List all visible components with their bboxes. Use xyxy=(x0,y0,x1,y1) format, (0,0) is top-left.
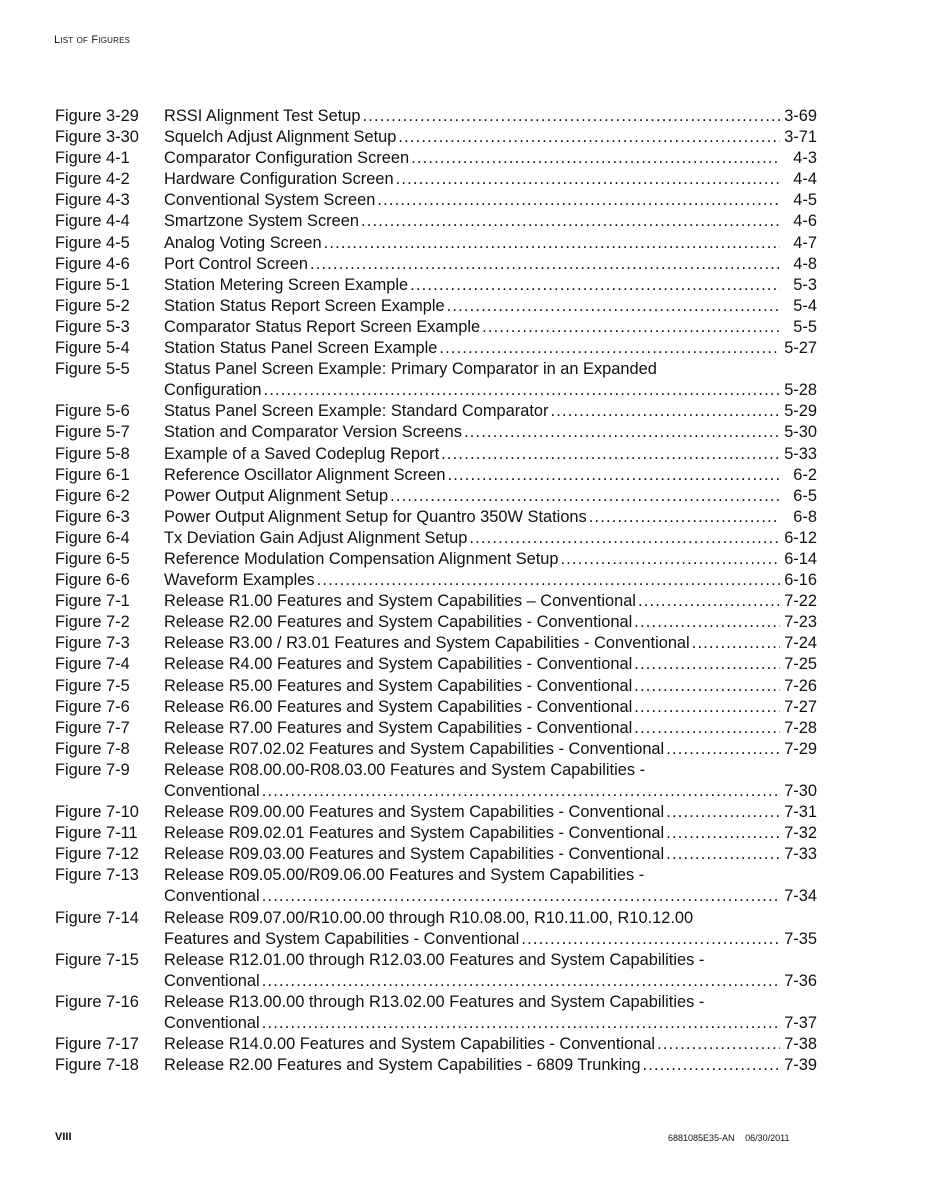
dot-leader xyxy=(692,633,780,654)
dot-leader xyxy=(264,380,781,401)
figure-entry[interactable] xyxy=(55,718,817,739)
figure-page-link[interactable]: 4-3 xyxy=(793,149,817,168)
figure-title: Features and System Capabilities - Conventional xyxy=(164,929,520,948)
dot-leader xyxy=(469,528,780,549)
figure-page-link[interactable]: 7-33 xyxy=(784,845,817,864)
figure-page-link[interactable]: 5-4 xyxy=(793,296,817,315)
dot-leader xyxy=(666,844,780,865)
dot-leader xyxy=(634,612,780,633)
figure-title-line xyxy=(164,127,817,148)
figure-entry[interactable] xyxy=(55,760,817,802)
dot-leader xyxy=(411,148,780,169)
figure-title-line xyxy=(164,718,817,739)
figure-title: Release R07.02.02 Features and System Capabilities - Conventional xyxy=(164,739,665,758)
figure-title-block xyxy=(164,697,817,718)
figure-entry[interactable] xyxy=(55,148,817,169)
figure-title-line xyxy=(164,422,817,443)
dot-leader xyxy=(410,275,780,296)
figure-page-link[interactable]: 4-6 xyxy=(793,212,817,231)
figure-label: Figure 5-2 xyxy=(55,296,130,315)
figure-title-line xyxy=(164,760,817,781)
figure-title: Squelch Adjust Alignment Setup xyxy=(164,128,397,147)
figure-entry[interactable] xyxy=(55,992,817,1034)
figure-title-block xyxy=(164,465,817,486)
dot-leader xyxy=(666,739,780,760)
figure-label: Figure 4-1 xyxy=(55,149,130,168)
figure-title: Conventional xyxy=(164,971,260,990)
figure-title-line xyxy=(164,654,817,675)
figure-title: RSSI Alignment Test Setup xyxy=(164,107,361,125)
figure-entry[interactable] xyxy=(55,106,817,127)
figure-entry[interactable] xyxy=(55,317,817,338)
dot-leader xyxy=(448,465,780,486)
document-id: 6881085E35-AN xyxy=(668,1133,735,1143)
figure-title: Release R09.03.00 Features and System Capabilities - Conventional xyxy=(164,845,665,864)
figure-entry[interactable] xyxy=(55,254,817,275)
figure-title-block xyxy=(164,486,817,507)
figure-label: Figure 7-18 xyxy=(55,1056,139,1075)
figure-page-link[interactable]: 4-5 xyxy=(793,191,817,210)
dot-leader xyxy=(464,422,780,443)
dot-leader xyxy=(638,591,780,612)
figure-page-link[interactable]: 7-24 xyxy=(784,634,817,653)
figure-title: Station Status Report Screen Example xyxy=(164,296,445,315)
figure-entry[interactable] xyxy=(55,401,817,422)
figure-entry[interactable] xyxy=(55,633,817,654)
figure-title-line xyxy=(164,444,817,465)
figure-title-block xyxy=(164,676,817,697)
figure-entry[interactable] xyxy=(55,570,817,591)
figure-title-block xyxy=(164,908,817,950)
figure-title-line xyxy=(164,971,817,992)
figure-title: Comparator Configuration Screen xyxy=(164,149,410,168)
figure-page-link[interactable]: 3-71 xyxy=(784,128,817,147)
figure-title-line xyxy=(164,844,817,865)
figure-label: Figure 6-5 xyxy=(55,549,130,568)
figure-page-link[interactable]: 7-28 xyxy=(784,718,817,737)
figure-entry[interactable] xyxy=(55,169,817,190)
figure-title-line xyxy=(164,317,817,338)
figure-label: Figure 6-6 xyxy=(55,571,130,590)
dot-leader xyxy=(634,676,780,697)
figure-title-block xyxy=(164,612,817,633)
figure-title-line xyxy=(164,697,817,718)
figure-title-block xyxy=(164,127,817,148)
figure-title: Conventional xyxy=(164,887,260,906)
figure-entry[interactable] xyxy=(55,359,817,401)
figure-title: Release R7.00 Features and System Capabilities - Conventional xyxy=(164,718,633,737)
figure-title: Power Output Alignment Setup xyxy=(164,486,389,505)
figure-title-line xyxy=(164,190,817,211)
figure-title-block xyxy=(164,823,817,844)
figure-title: Station and Comparator Version Screens xyxy=(164,423,462,442)
figure-title-line xyxy=(164,1013,817,1034)
dot-leader xyxy=(377,190,780,211)
figure-title-line xyxy=(164,950,817,971)
figure-entry[interactable] xyxy=(55,739,817,760)
figure-label: Figure 7-16 xyxy=(55,992,139,1011)
figure-title: Port Control Screen xyxy=(164,254,308,273)
figure-title-block xyxy=(164,422,817,443)
figure-entry[interactable] xyxy=(55,844,817,865)
figure-title-line xyxy=(164,1055,817,1076)
figure-title-line xyxy=(164,211,817,232)
figure-label: Figure 5-5 xyxy=(55,360,130,379)
figure-title: Example of a Saved Codeplug Report xyxy=(164,444,440,463)
figure-entry[interactable] xyxy=(55,549,817,570)
figure-label: Figure 7-4 xyxy=(55,655,130,674)
figure-entry[interactable] xyxy=(55,908,817,950)
figure-title-line xyxy=(164,1034,817,1055)
figure-title: Conventional xyxy=(164,782,260,800)
dot-leader xyxy=(262,971,780,992)
dot-leader xyxy=(666,823,780,844)
figure-title-line xyxy=(164,781,817,802)
figure-title-block xyxy=(164,507,817,528)
figure-page-link[interactable]: 7-31 xyxy=(784,803,817,822)
figure-title: Station Metering Screen Example xyxy=(164,275,409,294)
figure-title-line xyxy=(164,633,817,654)
figure-label: Figure 7-6 xyxy=(55,697,130,716)
figure-title: Smartzone System Screen xyxy=(164,212,359,231)
figure-page-link[interactable]: 6-12 xyxy=(784,528,817,547)
figure-entry[interactable] xyxy=(55,612,817,633)
footer-doc-info xyxy=(668,1133,789,1143)
figure-label: Figure 7-1 xyxy=(55,592,130,611)
figure-title: Release R5.00 Features and System Capabilities - Conventional xyxy=(164,676,633,695)
figure-title: Release R09.00.00 Features and System Capabilities - Conventional xyxy=(164,803,665,822)
figure-title-line xyxy=(164,486,817,507)
dot-leader xyxy=(396,169,780,190)
figure-title: Comparator Status Report Screen Example xyxy=(164,317,481,336)
figure-title-block xyxy=(164,296,817,317)
figure-title: Tx Deviation Gain Adjust Alignment Setup xyxy=(164,528,468,547)
figure-label: Figure 7-10 xyxy=(55,803,139,822)
figure-title: Reference Modulation Compensation Alignment Setup xyxy=(164,549,559,568)
figure-label: Figure 5-8 xyxy=(55,444,130,463)
figure-title-block xyxy=(164,106,817,127)
figure-title-line xyxy=(164,254,817,275)
figure-title: Release R14.0.00 Features and System Capabilities - Conventional xyxy=(164,1035,656,1054)
figure-entry[interactable] xyxy=(55,676,817,697)
figure-entry[interactable] xyxy=(55,654,817,675)
figure-page-link[interactable]: 7-39 xyxy=(784,1056,817,1075)
figure-title-line xyxy=(164,106,817,127)
figure-title: Reference Oscillator Alignment Screen xyxy=(164,465,446,484)
figure-title-line xyxy=(164,338,817,359)
figure-title-line xyxy=(164,148,817,169)
dot-leader xyxy=(521,929,780,950)
figure-page-link[interactable]: 7-34 xyxy=(784,887,817,906)
page-number xyxy=(55,1131,72,1143)
figure-page-link[interactable]: 3-69 xyxy=(784,107,817,125)
figure-label: Figure 3-29 xyxy=(55,107,139,125)
figure-entry[interactable] xyxy=(55,486,817,507)
figure-title: Release R13.00.00 through R13.02.00 Features and System Capabilities - xyxy=(164,992,705,1011)
figure-page-link[interactable]: 7-38 xyxy=(784,1035,817,1054)
figure-title-block xyxy=(164,760,817,802)
figure-label: Figure 4-6 xyxy=(55,254,130,273)
figure-page-link[interactable]: 4-7 xyxy=(793,233,817,252)
figure-entry[interactable] xyxy=(55,507,817,528)
figure-entry[interactable] xyxy=(55,190,817,211)
figure-entry[interactable] xyxy=(55,275,817,296)
figure-entry[interactable] xyxy=(55,465,817,486)
figure-page-link[interactable]: 7-36 xyxy=(784,971,817,990)
figure-label: Figure 6-4 xyxy=(55,528,130,547)
document-date: 06/30/2011 xyxy=(745,1133,790,1143)
figure-page-link[interactable]: 7-29 xyxy=(784,739,817,758)
figure-label: Figure 5-4 xyxy=(55,339,130,358)
list-of-figures xyxy=(55,106,817,1076)
page-number-text: VIII xyxy=(55,1131,72,1143)
figure-title-block xyxy=(164,338,817,359)
figure-title-block xyxy=(164,190,817,211)
figure-title-block xyxy=(164,570,817,591)
dot-leader xyxy=(439,338,780,359)
figure-title-block xyxy=(164,528,817,549)
figure-title-block xyxy=(164,844,817,865)
figure-title-block xyxy=(164,169,817,190)
figure-title: Conventional xyxy=(164,1014,260,1033)
figure-label: Figure 7-9 xyxy=(55,760,130,779)
figure-label: Figure 6-2 xyxy=(55,486,130,505)
figure-page-link[interactable]: 5-33 xyxy=(784,444,817,463)
figure-page-link[interactable]: 7-25 xyxy=(784,655,817,674)
dot-leader xyxy=(441,444,780,465)
figure-title-block xyxy=(164,1034,817,1055)
figure-label: Figure 6-1 xyxy=(55,465,130,484)
figure-title: Release R08.00.00-R08.03.00 Features and System Capabilities - xyxy=(164,760,646,779)
figure-page-link[interactable]: 7-22 xyxy=(784,592,817,611)
figure-title-line xyxy=(164,359,817,380)
figure-label: Figure 7-12 xyxy=(55,845,139,864)
figure-entry[interactable] xyxy=(55,127,817,148)
figure-title-line xyxy=(164,528,817,549)
figure-title-block xyxy=(164,739,817,760)
figure-title: Status Panel Screen Example: Standard Comparator xyxy=(164,402,549,421)
figure-label: Figure 7-13 xyxy=(55,866,139,885)
figure-label: Figure 4-2 xyxy=(55,170,130,189)
dot-leader xyxy=(634,718,780,739)
figure-title: Analog Voting Screen xyxy=(164,233,322,252)
figure-title-block xyxy=(164,148,817,169)
dot-leader xyxy=(634,697,780,718)
figure-entry[interactable] xyxy=(55,591,817,612)
figure-title: Release R09.02.01 Features and System Capabilities - Conventional xyxy=(164,824,665,843)
figure-title-line xyxy=(164,929,817,950)
figure-page-link[interactable]: 6-14 xyxy=(784,549,817,568)
figure-entry[interactable] xyxy=(55,1055,817,1076)
figure-entry[interactable] xyxy=(55,528,817,549)
figure-entry[interactable] xyxy=(55,422,817,443)
figure-title-line xyxy=(164,886,817,907)
dot-leader xyxy=(310,254,780,275)
figure-page-link[interactable]: 7-27 xyxy=(784,697,817,716)
figure-title: Release R1.00 Features and System Capabilities – Conventional xyxy=(164,592,636,611)
figure-title: Power Output Alignment Setup for Quantro 350W Stations xyxy=(164,507,587,526)
figure-label: Figure 7-8 xyxy=(55,739,130,758)
figure-label: Figure 7-17 xyxy=(55,1035,139,1054)
figure-label: Figure 7-5 xyxy=(55,676,130,695)
figure-label: Figure 5-1 xyxy=(55,275,130,294)
figure-entry[interactable] xyxy=(55,1034,817,1055)
figure-page-link[interactable]: 4-8 xyxy=(793,254,817,273)
figure-entry[interactable] xyxy=(55,296,817,317)
figure-page-link[interactable]: 7-35 xyxy=(784,929,817,948)
figure-title-line xyxy=(164,380,817,401)
figure-page-link[interactable]: 7-37 xyxy=(784,1014,817,1033)
figure-title-block xyxy=(164,1055,817,1076)
figure-title: Release R12.01.00 through R12.03.00 Features and System Capabilities - xyxy=(164,950,705,969)
figure-title-block xyxy=(164,633,817,654)
dot-leader xyxy=(262,781,780,802)
figure-title-line xyxy=(164,908,817,929)
figure-entry[interactable] xyxy=(55,338,817,359)
figure-page-link[interactable]: 7-32 xyxy=(784,824,817,843)
figure-page-link[interactable]: 7-26 xyxy=(784,676,817,695)
figure-title: Release R3.00 / R3.01 Features and System Capabilities - Conventional xyxy=(164,634,690,653)
figure-title: Release R2.00 Features and System Capabilities - Conventional xyxy=(164,613,633,632)
figure-label: Figure 7-3 xyxy=(55,634,130,653)
dot-leader xyxy=(361,211,780,232)
figure-entry[interactable] xyxy=(55,950,817,992)
figure-label: Figure 7-11 xyxy=(55,824,138,843)
figure-title-block xyxy=(164,591,817,612)
figure-title-block xyxy=(164,211,817,232)
figure-page-link[interactable]: 6-5 xyxy=(793,486,817,505)
figure-label: Figure 6-3 xyxy=(55,507,130,526)
figure-title-line xyxy=(164,802,817,823)
dot-leader xyxy=(262,886,780,907)
figure-label: Figure 7-15 xyxy=(55,950,139,969)
figure-title: Release R09.07.00/R10.00.00 through R10.08.00, R10.11.00, R10.12.00 xyxy=(164,908,694,927)
figure-entry[interactable] xyxy=(55,802,817,823)
figure-title-block xyxy=(164,992,817,1034)
figure-title-line xyxy=(164,676,817,697)
figure-title-block xyxy=(164,233,817,254)
figure-title: Status Panel Screen Example: Primary Comparator in an Expanded xyxy=(164,360,657,379)
dot-leader xyxy=(666,802,780,823)
dot-leader xyxy=(262,1013,780,1034)
figure-title-line xyxy=(164,549,817,570)
figure-page-link[interactable]: 7-30 xyxy=(784,782,817,800)
figure-label: Figure 5-7 xyxy=(55,423,130,442)
figure-title-line xyxy=(164,865,817,886)
figure-title: Release R4.00 Features and System Capabilities - Conventional xyxy=(164,655,633,674)
figure-title: Station Status Panel Screen Example xyxy=(164,339,438,358)
figure-title-block xyxy=(164,950,817,992)
figure-label: Figure 3-30 xyxy=(55,128,139,147)
dot-leader xyxy=(398,127,780,148)
figure-label: Figure 7-2 xyxy=(55,613,130,632)
dot-leader xyxy=(363,106,781,127)
figure-title-line xyxy=(164,507,817,528)
figure-title: Release R6.00 Features and System Capabilities - Conventional xyxy=(164,697,633,716)
figure-title: Conventional System Screen xyxy=(164,191,376,210)
figure-entry[interactable] xyxy=(55,865,817,907)
figure-title-line xyxy=(164,591,817,612)
figure-title-block xyxy=(164,654,817,675)
running-header-title: List of Figures xyxy=(54,34,131,46)
figure-page-link[interactable]: 6-16 xyxy=(784,571,817,590)
dot-leader xyxy=(589,507,780,528)
figure-label: Figure 7-7 xyxy=(55,718,130,737)
figure-title-block xyxy=(164,865,817,907)
figure-title: Release R09.05.00/R09.06.00 Features and System Capabilities - xyxy=(164,866,645,885)
figure-label: Figure 7-14 xyxy=(55,908,139,927)
figure-entry[interactable] xyxy=(55,823,817,844)
dot-leader xyxy=(634,654,780,675)
figure-page-link[interactable]: 5-28 xyxy=(784,381,817,400)
figure-entry[interactable] xyxy=(55,211,817,232)
figure-entry[interactable] xyxy=(55,444,817,465)
figure-title-block xyxy=(164,718,817,739)
figure-page-link[interactable]: 4-4 xyxy=(793,170,817,189)
figure-title-block xyxy=(164,359,817,401)
dot-leader xyxy=(657,1034,780,1055)
figure-title-block xyxy=(164,317,817,338)
dot-leader xyxy=(447,296,780,317)
figure-title-line xyxy=(164,612,817,633)
figure-title-line xyxy=(164,992,817,1013)
figure-page-link[interactable]: 5-27 xyxy=(784,339,817,358)
figure-page-link[interactable]: 5-3 xyxy=(793,275,817,294)
figure-page-link[interactable]: 6-2 xyxy=(793,465,817,484)
figure-title-line xyxy=(164,465,817,486)
figure-title-block xyxy=(164,254,817,275)
figure-title: Waveform Examples xyxy=(164,571,315,590)
figure-title-line xyxy=(164,169,817,190)
figure-page-link[interactable]: 5-29 xyxy=(784,402,817,421)
figure-title-block xyxy=(164,401,817,422)
figure-title-block xyxy=(164,275,817,296)
figure-label: Figure 4-4 xyxy=(55,212,130,231)
figure-title-block xyxy=(164,444,817,465)
figure-entry[interactable] xyxy=(55,697,817,718)
dot-leader xyxy=(482,317,780,338)
figure-title: Hardware Configuration Screen xyxy=(164,170,394,189)
figure-title-line xyxy=(164,739,817,760)
figure-title: Release R2.00 Features and System Capabilities - 6809 Trunking xyxy=(164,1056,641,1075)
figure-entry[interactable] xyxy=(55,233,817,254)
figure-title-block xyxy=(164,802,817,823)
figure-title-line xyxy=(164,275,817,296)
dot-leader xyxy=(550,401,780,422)
figure-title-line xyxy=(164,296,817,317)
dot-leader xyxy=(324,233,780,254)
figure-page-link[interactable]: 5-5 xyxy=(793,317,817,336)
dot-leader xyxy=(643,1055,781,1076)
figure-page-link[interactable]: 5-30 xyxy=(784,423,817,442)
figure-page-link[interactable]: 7-23 xyxy=(784,613,817,632)
figure-title-block xyxy=(164,549,817,570)
dot-leader xyxy=(390,486,780,507)
figure-title-line xyxy=(164,823,817,844)
figure-title: Configuration xyxy=(164,381,262,400)
figure-label: Figure 4-3 xyxy=(55,191,130,210)
dot-leader xyxy=(561,549,780,570)
dot-leader xyxy=(317,570,780,591)
figure-title-line xyxy=(164,401,817,422)
figure-label: Figure 5-3 xyxy=(55,317,130,336)
figure-page-link[interactable]: 6-8 xyxy=(793,507,817,526)
figure-label: Figure 4-5 xyxy=(55,233,130,252)
figure-label: Figure 5-6 xyxy=(55,402,130,421)
figure-title-line xyxy=(164,570,817,591)
figure-title-line xyxy=(164,233,817,254)
